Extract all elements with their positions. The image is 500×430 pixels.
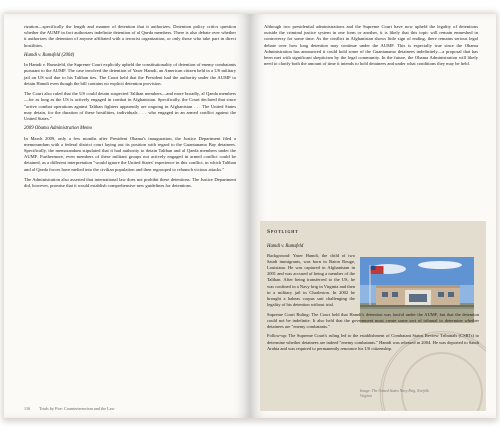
left-paragraph-2: In Hamdi v. Rumsfeld, the Supreme Court explicitly upheld the constitutionality of detention of enemy combatants pursuant to the AUMF. The case involved the detention of Yaser Hamdi, an American citizen held in a US military jail on US soil due to his Taliban ties. The Court held that the President had the authority under the AUMF to detain Hamdi even though the bill contains no explicit detention provision.: [24, 62, 236, 86]
left-paragraph-1: rization—specifically the length and manner of detention that it authorizes. Detention policy critics question whether the AUMF in fact authorizes indefinite detention of al Qaeda members. There is also debate over whether it authorizes the detention of anyone affiliated with a terrorist organization, or only those who take part in direct hostilities.: [24, 24, 236, 48]
spotlight-heading: Hamdi v. Rumsfeld: [267, 244, 304, 249]
left-paragraph-5: The Administration also asserted that international law does not prohibit these detentions. The Justice Department did, however, promise that it would establish comprehensive new guidelines for detentions.: [24, 177, 236, 189]
page-number: 116: [24, 406, 31, 411]
spotlight-text: [267, 241, 479, 355]
spotlight-background: Background: Yaser Hamdi, the child of two Saudi immigrants, was born in Baton Rouge, Louisiana. He was captured in Afghanistan in 2001 and was accused of being a member of the Taliban. After being transferred to the US, he was confined in a Navy brig in Virginia and then in a military jail in Charleston. In 2002 he brought a habeas corpus suit challenging the legality of his detention without trial.: [267, 253, 355, 307]
left-column: [24, 24, 236, 194]
right-column: [264, 24, 478, 72]
section-heading-hamdi: Hamdi v. Rumsfeld (2004): [24, 53, 75, 58]
section-heading-memo: 2009 Obama Administration Memo: [24, 126, 92, 132]
spotlight-followup: Follow-up: The Supreme Court's ruling led to the establishment of Combatant Status Review Tribunals (CSRTs) to determine whether detainees are indeed "enemy combatants." Hamdi was released in 2004. He was deported to Saudi Arabia and was required to permanently renounce his US citizenship.: [267, 333, 479, 351]
running-title: Trials by Fire: Counterterrorism and the Law: [39, 406, 115, 411]
right-page: [250, 14, 496, 418]
left-footer: [24, 406, 123, 411]
right-paragraph-1: Although two presidential administrations and the Supreme Court have now upheld the legality of detentions outside the criminal justice system in one form or another, it is likely that this topic will remain enmeshed in controversy for some time. As the conflict in Afghanistan shows little sign of ending, there remains serious legal debate over how long detention may continue under the AUMF. This is especially true since the Obama Administration has announced it could hold some of the Guantanamo detainees indefinitely—a proposal that has been met with significant skepticism by the legal community. In the future, the Obama Administration will likely need to clarify both the amount of time it intends to hold detainees and under what conditions they may be held.: [264, 24, 478, 67]
left-page: [4, 14, 250, 418]
photo-caption: Image: The United States Navy Brig, Norfolk Virginia: [360, 389, 429, 398]
spotlight-title: Spotlight: [267, 229, 299, 235]
left-paragraph-3: The Court also ruled that the US could detain suspected Taliban members—and more broadly, al Qaeda members—for as long as the US is actively engaged in combat in Afghanistan. Specifically, the Court declared that since "active combat operations against Taliban fighters apparently are ongoing in Afghanistan . . . The United States may detain, for the duration of these hostilities, individuals . . . who engaged in an armed conflict against the United States.": [24, 91, 236, 122]
spotlight-ruling: Supreme Court Ruling: The Court held that Hamdi's detention was lawful under the AUMF, but that the detention could not be indefinite. It also held that the government must create some sort of tribunal to determine whether detainees are "enemy combatants.": [267, 311, 479, 329]
spotlight-box: [260, 221, 486, 411]
left-paragraph-4: In March 2009, only a few months after President Obama's inauguration, the Justice Department filed a memorandum with a federal district court laying out its position with regard to the Guantanamo Bay detainees. Specifically, the memorandum stipulated that it had authority to detain Taliban and al Qaeda members under the AUMF. Furthermore, even members of these militant groups not actively engaged in armed conflict could be detained, as a different interpretation "would ignore the United States' experience in this conflict, in which Taliban and al Qaeda forces have melted into the civilian population and then regrouped to relaunch vicious attacks.": [24, 135, 236, 172]
